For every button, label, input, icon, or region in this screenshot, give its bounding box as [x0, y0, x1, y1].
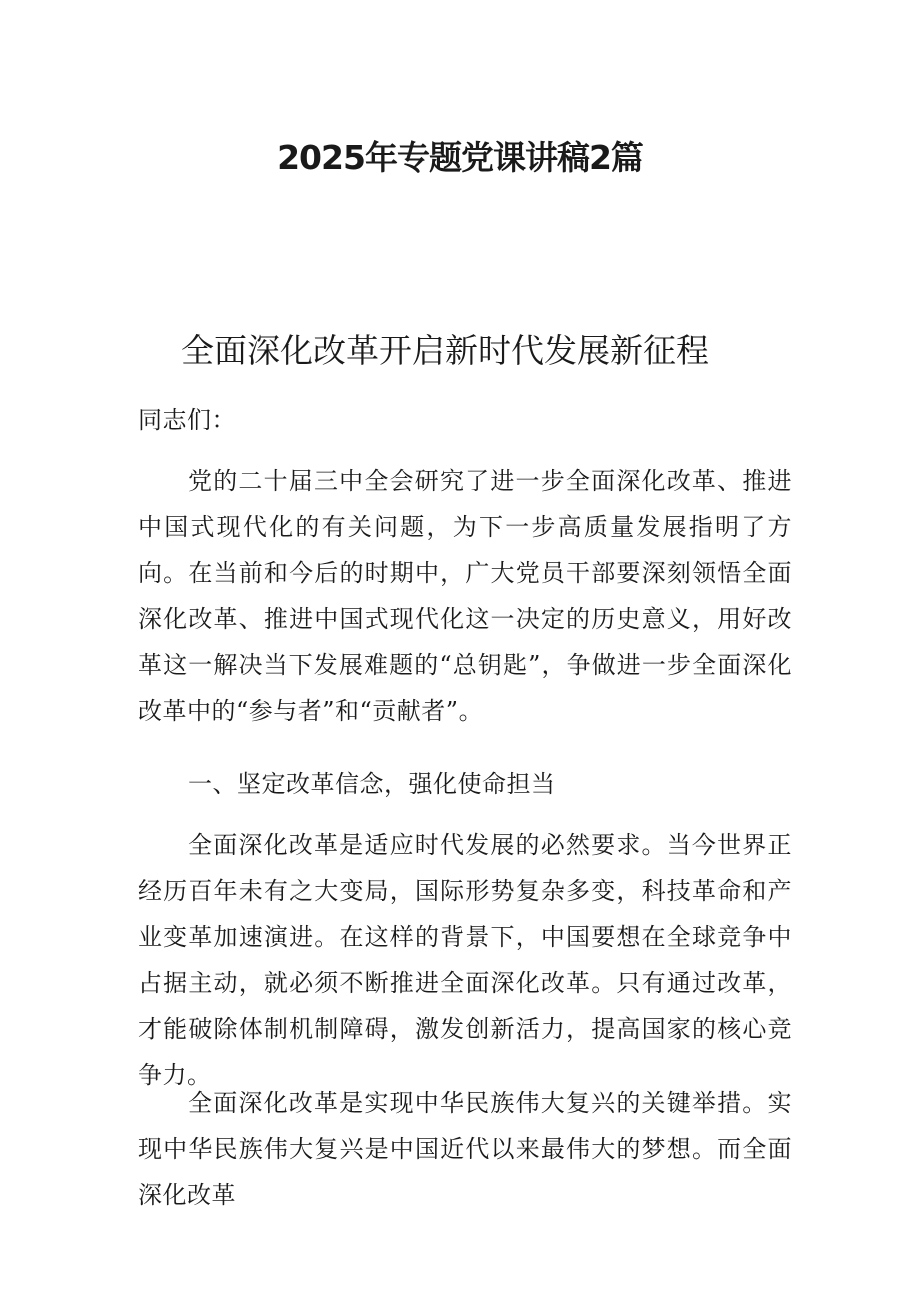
- salutation: 同志们：: [138, 406, 236, 434]
- document-title: 2025年专题党课讲稿2篇: [277, 138, 643, 177]
- paragraph-intro: 党的二十届三中全会研究了进一步全面深化改革、推进中国式现代化的有关问题，为下一步高质量发展指明了方向。在当前和今后的时期中，广大党员干部要深刻领悟全面深化改革、推进中国式现代化这一决定的历史意义，用好改革这一解决当下发展难题的“总钥匙”，争做进一步全面深化改革中的“参与者”和“贡献者”。: [138, 467, 792, 725]
- section-heading-1: 一、坚定改革信念，强化使命担当: [188, 770, 556, 798]
- paragraph-section-1-b: 全面深化改革是实现中华民族伟大复兴的关键举措。实现中华民族伟大复兴是中国近代以来最伟大的梦想。而全面深化改革: [138, 1089, 792, 1209]
- paragraph-section-1-a: 全面深化改革是适应时代发展的必然要求。当今世界正经历百年未有之大变局，国际形势复杂多变，科技革命和产业变革加速演进。在这样的背景下，中国要想在全球竞争中占据主动，就必须不断推进全面深化改革。只有通过改革，才能破除体制机制障碍，激发创新活力，提高国家的核心竞争力。: [138, 831, 792, 1089]
- speech-title: 全面深化改革开启新时代发展新征程: [181, 331, 709, 370]
